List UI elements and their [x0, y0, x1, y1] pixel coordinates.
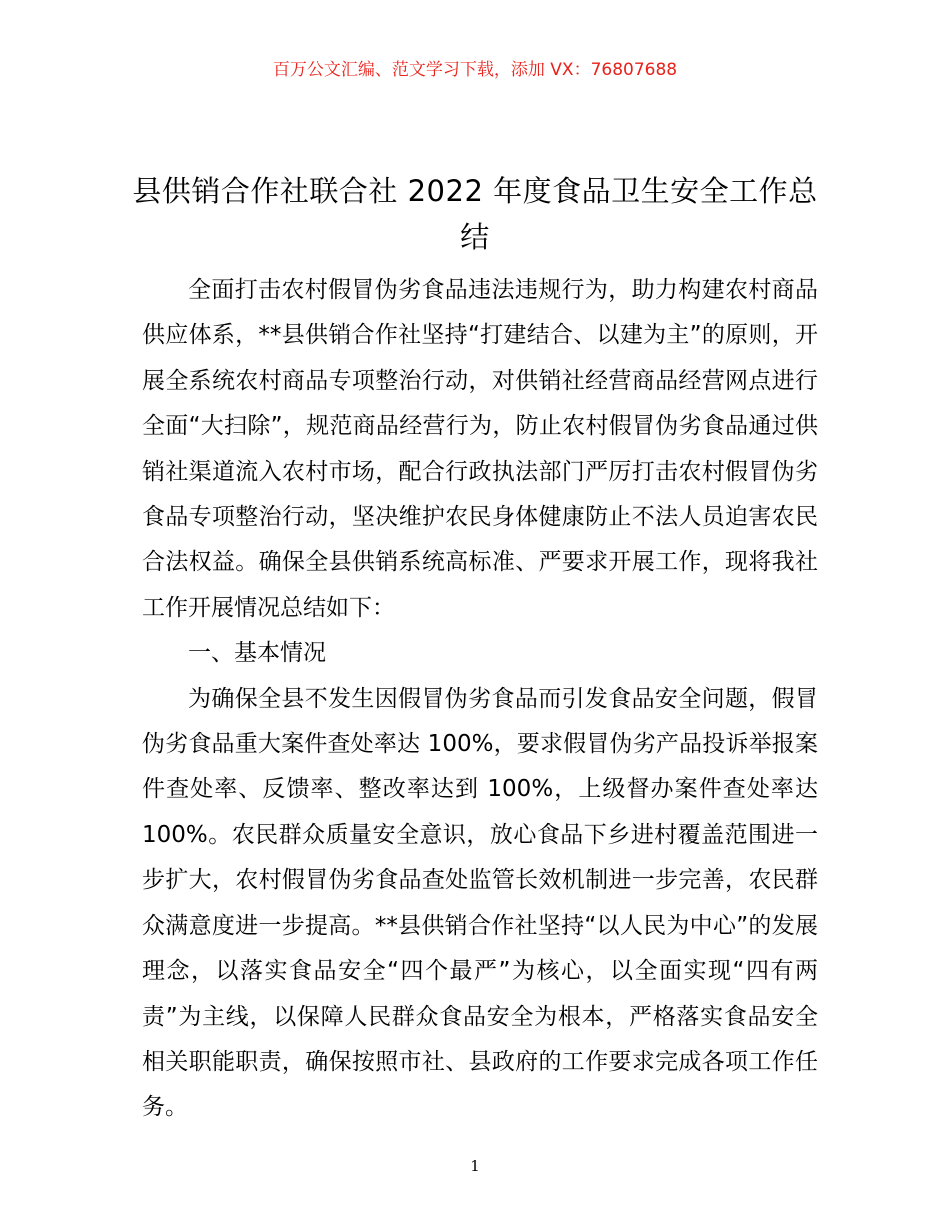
watermark-header: 百万公文汇编、范文学习下载，添加 VX：76807688 — [272, 60, 678, 80]
document-body — [142, 268, 818, 1131]
document-title: 县供销合作社联合社 2022 年度食品卫生安全工作总结 — [132, 174, 818, 254]
basic-situation-paragraph: 为确保全县不发生因假冒伪劣食品而引发食品安全问题，假冒伪劣食品重大案件查处率达 100%，要求假冒伪劣产品投诉举报案件查处率、反馈率、整改率达到 100%，上级督办案件查处率达 100%。农民群众质量安全意识，放心食品下乡进村覆盖范围进一步扩大，农村假冒伪劣食品查处监管长效机制进一步完善，农民群众满意度进一步提高。**县供销合作社坚持“以人民为中心”的发展理念，以落实食品安全“四个最严”为核心，以全面实现“四有两责”为主线，以保障人民群众食品安全为根本，严格落实食品安全相关职能职责，确保按照市社、县政府的工作要求完成各项工作任务。 — [142, 685, 818, 1121]
section-heading-basic-situation: 一、基本情况 — [188, 640, 326, 667]
intro-paragraph: 全面打击农村假冒伪劣食品违法违规行为，助力构建农村商品供应体系，**县供销合作社坚持“打建结合、以建为主”的原则，开展全系统农村商品专项整治行动，对供销社经营商品经营网点进行全面“大扫除”，规范商品经营行为，防止农村假冒伪劣食品通过供销社渠道流入农村市场，配合行政执法部门严厉打击农村假冒伪劣食品专项整治行动，坚决维护农民身体健康防止不法人员迫害农民合法权益。确保全县供销系统高标准、严要求开展工作，现将我社工作开展情况总结如下： — [142, 277, 818, 621]
page-number: 1 — [470, 1157, 480, 1175]
